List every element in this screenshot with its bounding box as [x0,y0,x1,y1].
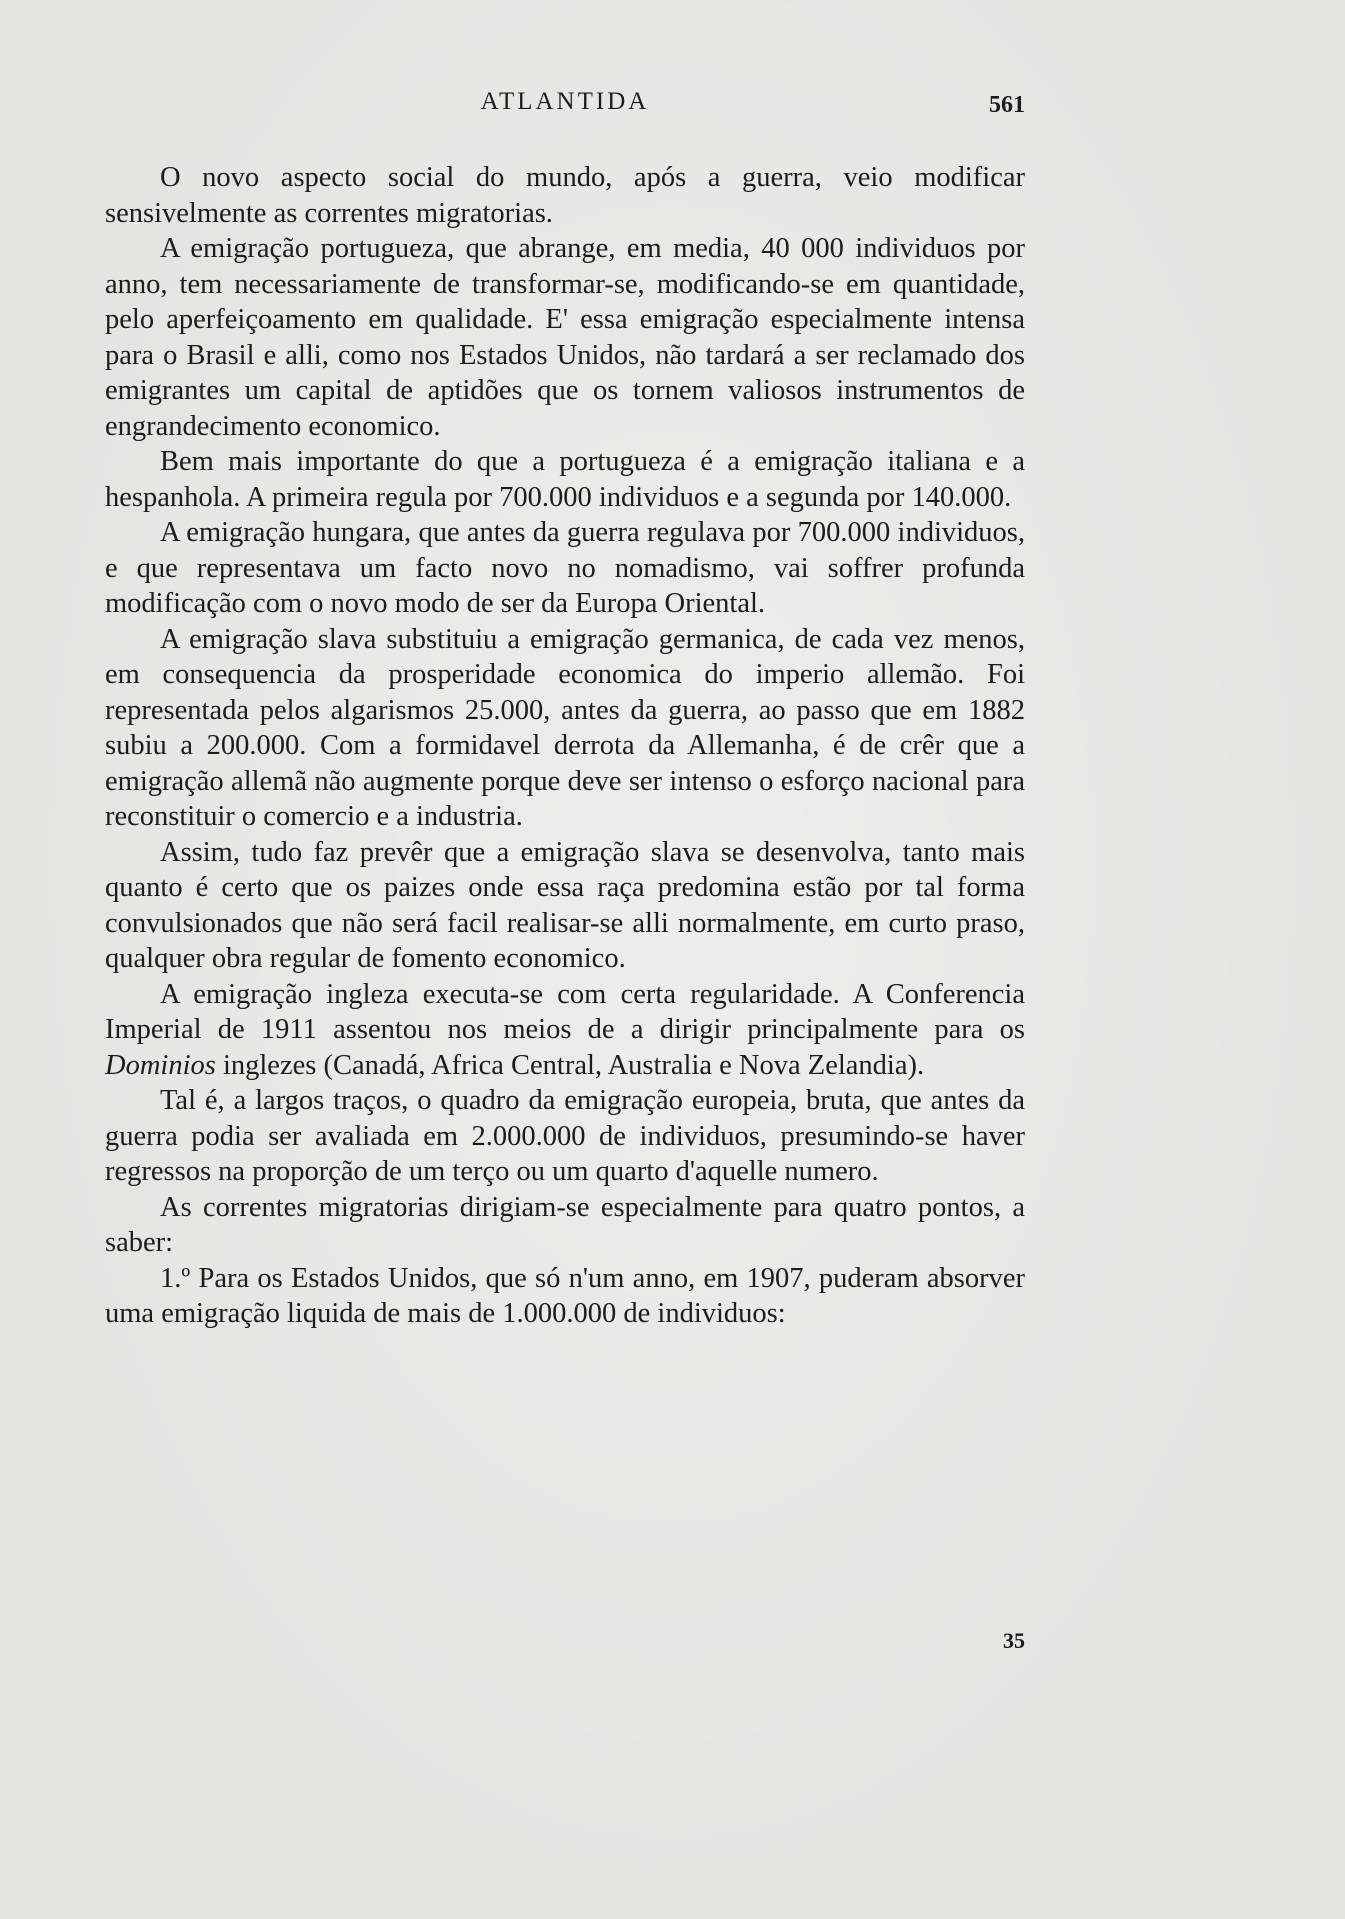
page-header [105,88,1025,128]
paragraph-9: As correntes migratorias dirigiam-se especialmente para quatro pontos, a saber: [105,1191,1025,1258]
body-text [105,160,1025,1332]
paragraph-2: A emigração portugueza, que abrange, em media, 40 000 individuos por anno, tem necessariamente de transformar-se, modificando-se em quantidade, pelo aperfeiçoamento em qualidade. E' essa emigração especialmente intensa para o Brasil e alli, como nos Estados Unidos, não tardará a ser reclamado dos emigrantes um capital de aptidões que os tornem valiosos instrumentos de engrandecimento economico. [105,233,1025,442]
paragraph-8: Tal é, a largos traços, o quadro da emigração europeia, bruta, que antes da guerra podia ser avaliada em 2.000.000 de individuos, presumindo-se haver regressos na proporção de um terço ou um quarto d'aquelle numero. [105,1085,1025,1187]
italic-term: Dominios [105,1049,216,1081]
page-number: 561 [989,92,1025,118]
paragraph-7: A emigração ingleza executa-se com certa regularidade. A Conferencia Imperial de 1911 assentou nos meios de a dirigir principalmente para os Dominios inglezes (Canadá, Africa Central, Australia e Nova Zelandia). [105,978,1025,1081]
paragraph-4: A emigração hungara, que antes da guerra regulava por 700.000 individuos, e que representava um facto novo no nomadismo, vai soffrer profunda modificação com o novo modo de ser da Europa Oriental. [105,517,1025,619]
paragraph-6: Assim, tudo faz prevêr que a emigração slava se desenvolva, tanto mais quanto é certo que os paizes onde essa raça predomina estão por tal forma convulsionados que não será facil realisar-se alli normalmente, em curto praso, qualquer obra regular de fomento economico. [105,836,1025,974]
paragraph-10: 1.º Para os Estados Unidos, que só n'um anno, em 1907, puderam absorver uma emigração liquida de mais de 1.000.000 de individuos: [105,1262,1025,1329]
signature-mark: 35 [1003,1628,1025,1653]
running-title: ATLANTIDA [480,88,650,115]
paragraph-5: A emigração slava substituiu a emigração germanica, de cada vez menos, em consequencia da prosperidade economica do imperio allemão. Foi representada pelos algarismos 25.000, antes da guerra, ao passo que em 1882 subiu a 200.000. Com a formidavel derrota da Allemanha, é de crêr que a emigração allemã não augmente porque deve ser intenso o esforço nacional para reconstituir o comercio e a industria. [105,623,1025,832]
paragraph-3: Bem mais importante do que a portugueza é a emigração italiana e a hespanhola. A primeira regula por 700.000 individuos e a segunda por 140.000. [105,446,1025,513]
paragraph-1: O novo aspecto social do mundo, após a guerra, veio modificar sensivelmente as correntes migratorias. [105,162,1025,229]
